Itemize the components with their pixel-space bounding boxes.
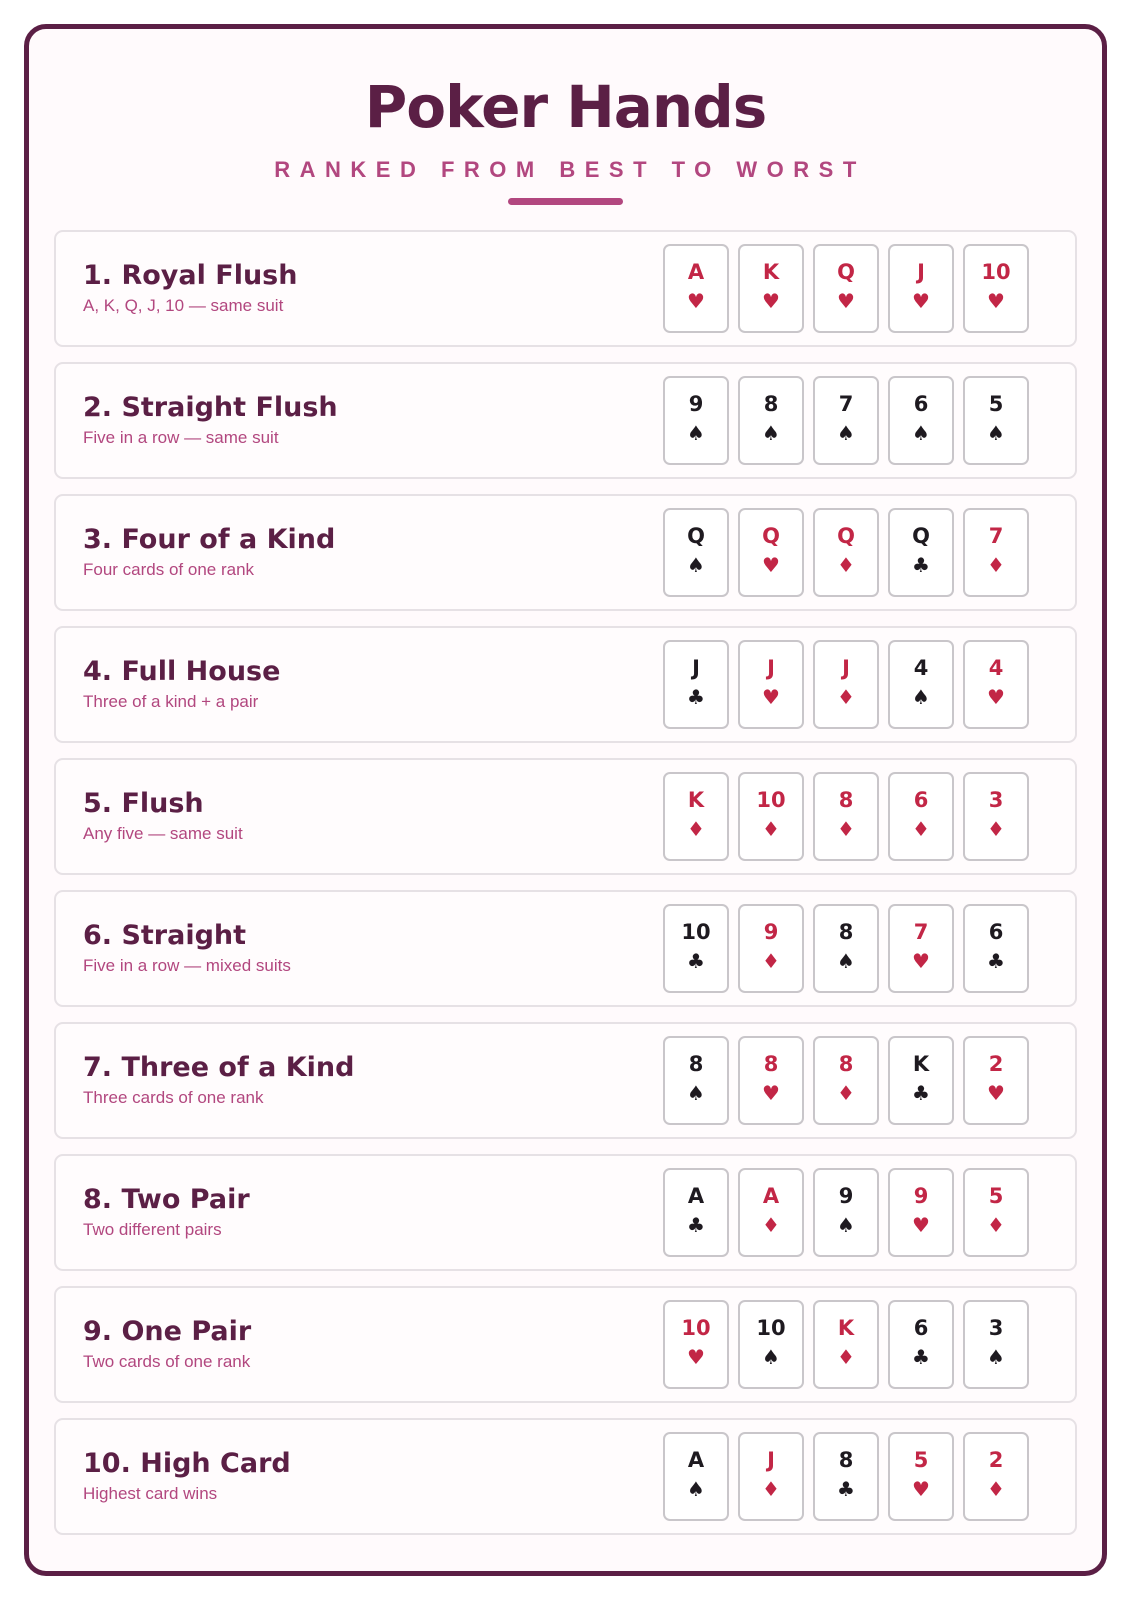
playing-card [738, 1168, 804, 1257]
hand-description: Any five — same suit [83, 824, 243, 843]
card-rank: A [687, 1448, 705, 1472]
spade-suit-icon: ♠ [687, 553, 705, 577]
card-rank: 6 [913, 392, 929, 416]
heart-suit-icon: ♥ [912, 1213, 930, 1237]
card-rank: K [762, 260, 780, 284]
diamond-suit-icon: ♦ [687, 817, 705, 841]
hand-row [54, 1022, 1077, 1139]
playing-card [963, 1300, 1029, 1389]
card-rank: 8 [838, 1448, 854, 1472]
heart-suit-icon: ♥ [762, 1081, 780, 1105]
card-rank: 8 [688, 1052, 704, 1076]
card-rank: 5 [988, 392, 1004, 416]
playing-card [963, 904, 1029, 993]
card-rank: 8 [838, 1052, 854, 1076]
club-suit-icon: ♣ [837, 1477, 855, 1501]
playing-card [888, 1168, 954, 1257]
card-rank: 9 [763, 920, 779, 944]
playing-card [813, 1036, 879, 1125]
hand-description: Two different pairs [83, 1220, 222, 1239]
playing-card [738, 904, 804, 993]
page-title: Poker Hands [364, 73, 767, 141]
card-rank: 9 [688, 392, 704, 416]
spade-suit-icon: ♠ [687, 421, 705, 445]
playing-card [888, 508, 954, 597]
hand-name: 7. Three of a Kind [83, 1052, 355, 1083]
card-rank: 3 [988, 1316, 1004, 1340]
club-suit-icon: ♣ [687, 685, 705, 709]
diamond-suit-icon: ♦ [837, 1081, 855, 1105]
card-rank: 5 [988, 1184, 1004, 1208]
card-rank: 8 [838, 788, 854, 812]
card-rank: K [912, 1052, 930, 1076]
playing-card [738, 1300, 804, 1389]
playing-card [738, 244, 804, 333]
playing-card [663, 1036, 729, 1125]
card-rank: 9 [838, 1184, 854, 1208]
card-rank: J [692, 656, 700, 680]
hand-row [54, 362, 1077, 479]
card-rank: J [767, 1448, 775, 1472]
card-rank: Q [687, 524, 705, 548]
spade-suit-icon: ♠ [762, 1345, 780, 1369]
card-rank: 6 [913, 1316, 929, 1340]
club-suit-icon: ♣ [987, 949, 1005, 973]
card-rank: 10 [756, 788, 786, 812]
diamond-suit-icon: ♦ [987, 553, 1005, 577]
playing-card [663, 904, 729, 993]
diamond-suit-icon: ♦ [987, 817, 1005, 841]
diamond-suit-icon: ♦ [837, 1345, 855, 1369]
card-rank: 2 [988, 1052, 1004, 1076]
card-rank: 10 [981, 260, 1011, 284]
club-suit-icon: ♣ [912, 553, 930, 577]
playing-card [663, 1168, 729, 1257]
playing-card [963, 1168, 1029, 1257]
playing-card [888, 1300, 954, 1389]
spade-suit-icon: ♠ [837, 949, 855, 973]
card-rank: Q [837, 524, 855, 548]
playing-card [888, 244, 954, 333]
card-rank: J [917, 260, 925, 284]
playing-card [738, 376, 804, 465]
diamond-suit-icon: ♦ [762, 1477, 780, 1501]
heart-suit-icon: ♥ [837, 289, 855, 313]
playing-card [813, 1432, 879, 1521]
hand-description: A, K, Q, J, 10 — same suit [83, 296, 284, 315]
hand-name: 3. Four of a Kind [83, 524, 336, 555]
hand-description: Highest card wins [83, 1484, 218, 1503]
playing-card [888, 376, 954, 465]
card-rank: Q [837, 260, 855, 284]
diamond-suit-icon: ♦ [762, 1213, 780, 1237]
hand-name: 10. High Card [83, 1448, 291, 1479]
card-rank: A [687, 1184, 705, 1208]
playing-card [963, 1036, 1029, 1125]
card-rank: J [767, 656, 775, 680]
playing-card [963, 1432, 1029, 1521]
card-rank: Q [912, 524, 930, 548]
hand-row [54, 890, 1077, 1007]
playing-card [813, 1300, 879, 1389]
playing-card [663, 640, 729, 729]
playing-card [738, 1036, 804, 1125]
playing-card [963, 640, 1029, 729]
card-rank: 8 [838, 920, 854, 944]
spade-suit-icon: ♠ [912, 685, 930, 709]
heart-suit-icon: ♥ [762, 685, 780, 709]
card-rank: 7 [838, 392, 854, 416]
playing-card [813, 376, 879, 465]
card-rank: 10 [756, 1316, 786, 1340]
playing-card [738, 640, 804, 729]
playing-card [813, 1168, 879, 1257]
page-subtitle: RANKED FROM BEST TO WORST [274, 157, 866, 182]
card-rank: 9 [913, 1184, 929, 1208]
club-suit-icon: ♣ [912, 1081, 930, 1105]
card-rank: A [687, 260, 705, 284]
heart-suit-icon: ♥ [987, 685, 1005, 709]
card-rank: 6 [913, 788, 929, 812]
hand-row [54, 1418, 1077, 1535]
hand-row [54, 1154, 1077, 1271]
playing-card [663, 1432, 729, 1521]
heart-suit-icon: ♥ [912, 949, 930, 973]
hand-row [54, 230, 1077, 347]
diamond-suit-icon: ♦ [912, 817, 930, 841]
card-rank: 7 [988, 524, 1004, 548]
heart-suit-icon: ♥ [762, 553, 780, 577]
spade-suit-icon: ♠ [987, 421, 1005, 445]
playing-card [963, 376, 1029, 465]
spade-suit-icon: ♠ [762, 421, 780, 445]
hand-description: Five in a row — mixed suits [83, 956, 291, 975]
diamond-suit-icon: ♦ [987, 1477, 1005, 1501]
card-rank: K [837, 1316, 855, 1340]
hand-name: 9. One Pair [83, 1316, 252, 1347]
diamond-suit-icon: ♦ [837, 817, 855, 841]
playing-card [888, 772, 954, 861]
hand-name: 8. Two Pair [83, 1184, 250, 1215]
diamond-suit-icon: ♦ [762, 949, 780, 973]
card-rank: 8 [763, 392, 779, 416]
card-rank: K [687, 788, 705, 812]
heart-suit-icon: ♥ [912, 1477, 930, 1501]
club-suit-icon: ♣ [687, 949, 705, 973]
hand-name: 2. Straight Flush [83, 392, 338, 423]
hand-description: Three cards of one rank [83, 1088, 264, 1107]
spade-suit-icon: ♠ [687, 1081, 705, 1105]
card-rank: 10 [681, 1316, 711, 1340]
card-rank: 10 [681, 920, 711, 944]
card-rank: 4 [913, 656, 929, 680]
diamond-suit-icon: ♦ [837, 685, 855, 709]
card-rank: J [842, 656, 850, 680]
hand-name: 4. Full House [83, 656, 281, 687]
diamond-suit-icon: ♦ [987, 1213, 1005, 1237]
hand-description: Two cards of one rank [83, 1352, 251, 1371]
spade-suit-icon: ♠ [912, 421, 930, 445]
card-rank: 2 [988, 1448, 1004, 1472]
hand-list [54, 230, 1077, 1550]
heart-suit-icon: ♥ [687, 289, 705, 313]
hand-name: 6. Straight [83, 920, 247, 951]
hand-row [54, 494, 1077, 611]
title-underline [508, 198, 623, 205]
hand-description: Four cards of one rank [83, 560, 255, 579]
playing-card [888, 640, 954, 729]
card-rank: 4 [988, 656, 1004, 680]
card-rank: 3 [988, 788, 1004, 812]
diamond-suit-icon: ♦ [762, 817, 780, 841]
diamond-suit-icon: ♦ [837, 553, 855, 577]
hand-row [54, 758, 1077, 875]
playing-card [738, 508, 804, 597]
playing-card [963, 772, 1029, 861]
playing-card [663, 772, 729, 861]
card-rank: 8 [763, 1052, 779, 1076]
playing-card [738, 772, 804, 861]
hand-description: Three of a kind + a pair [83, 692, 259, 711]
hand-row [54, 626, 1077, 743]
heart-suit-icon: ♥ [987, 289, 1005, 313]
playing-card [663, 376, 729, 465]
heart-suit-icon: ♥ [987, 1081, 1005, 1105]
spade-suit-icon: ♠ [987, 1345, 1005, 1369]
heart-suit-icon: ♥ [762, 289, 780, 313]
card-rank: 5 [913, 1448, 929, 1472]
playing-card [888, 904, 954, 993]
club-suit-icon: ♣ [687, 1213, 705, 1237]
playing-card [663, 508, 729, 597]
card-rank: A [762, 1184, 780, 1208]
playing-card [813, 640, 879, 729]
card-rank: Q [762, 524, 780, 548]
spade-suit-icon: ♠ [837, 421, 855, 445]
heart-suit-icon: ♥ [687, 1345, 705, 1369]
heart-suit-icon: ♥ [912, 289, 930, 313]
playing-card [963, 508, 1029, 597]
card-rank: 7 [913, 920, 929, 944]
club-suit-icon: ♣ [912, 1345, 930, 1369]
playing-card [813, 244, 879, 333]
playing-card [663, 1300, 729, 1389]
spade-suit-icon: ♠ [687, 1477, 705, 1501]
playing-card [888, 1036, 954, 1125]
playing-card [813, 772, 879, 861]
hand-description: Five in a row — same suit [83, 428, 279, 447]
playing-card [963, 244, 1029, 333]
playing-card [738, 1432, 804, 1521]
card-rank: 6 [988, 920, 1004, 944]
playing-card [813, 508, 879, 597]
hand-row [54, 1286, 1077, 1403]
playing-card [813, 904, 879, 993]
playing-card [663, 244, 729, 333]
spade-suit-icon: ♠ [837, 1213, 855, 1237]
playing-card [888, 1432, 954, 1521]
hand-name: 5. Flush [83, 788, 204, 819]
hand-name: 1. Royal Flush [83, 260, 298, 291]
